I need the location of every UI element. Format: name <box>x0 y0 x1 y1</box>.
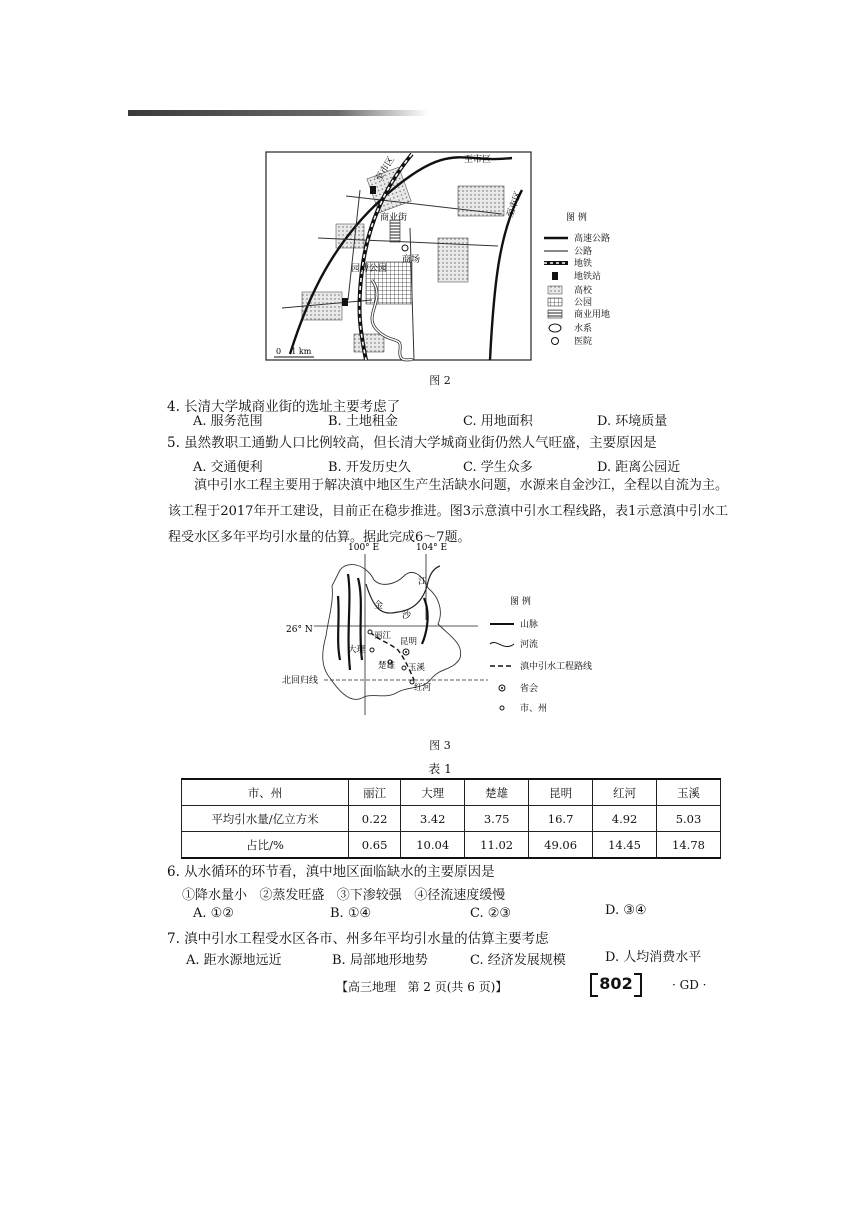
q6-option-d[interactable]: D. ③④ <box>605 903 647 918</box>
city-marker <box>370 648 374 652</box>
table-cell: 丽江 <box>349 779 401 806</box>
table-row <box>182 832 721 859</box>
label-park: 园博公园 <box>351 264 388 274</box>
q4-option-a[interactable]: A. 服务范围 <box>193 414 263 429</box>
city-chuxiong: 楚雄 <box>378 661 396 671</box>
table-cell: 11.02 <box>465 832 529 859</box>
question-6-stem: 6. 从水循环的环节看，滇中地区面临缺水的主要原因是 <box>167 864 495 880</box>
city-dali: 大理 <box>348 645 366 655</box>
question-7-stem: 7. 滇中引水工程受水区各市、州多年平均引水量的估算主要考虑 <box>167 931 549 947</box>
q7-option-a[interactable]: A. 距水源地远近 <box>186 953 282 968</box>
legend-items <box>574 232 610 347</box>
mountain-range <box>338 596 340 660</box>
label-lon-100: 100° E <box>348 543 380 553</box>
region-tag: · GD · <box>672 978 707 992</box>
question-5-stem: 5. 虽然教职工通勤人口比例较高，但长清大学城商业街仍然人气旺盛，主要原因是 <box>167 435 657 451</box>
university-block <box>354 334 384 352</box>
label-to-city-east: 至市区 <box>464 155 492 165</box>
svg-text:高校: 高校 <box>574 286 593 296</box>
table-cell: 10.04 <box>401 832 465 859</box>
q5-option-b[interactable]: B. 开发历史久 <box>328 460 411 475</box>
metro-station <box>370 186 376 194</box>
table-cell: 16.7 <box>529 806 593 832</box>
table-header-row <box>182 779 721 806</box>
q7-option-b[interactable]: B. 局部地形地势 <box>332 953 428 968</box>
svg-text:公路: 公路 <box>574 247 593 257</box>
q6-option-b[interactable]: B. ①④ <box>330 906 372 921</box>
label-scale: 0 1 km <box>276 347 312 356</box>
q7-option-d[interactable]: D. 人均消费水平 <box>605 950 702 965</box>
question-4-stem: 4. 长清大学城商业街的选址主要考虑了 <box>167 399 401 415</box>
scan-edge-bar <box>128 110 428 116</box>
svg-text:商业用地: 商业用地 <box>574 310 611 320</box>
svg-text:高速公路: 高速公路 <box>574 234 611 244</box>
paper-code-badge: 802 <box>594 973 638 995</box>
river-char-sha: 沙 <box>402 611 412 621</box>
table-cell: 楚雄 <box>465 779 529 806</box>
table-cell: 0.65 <box>349 832 401 859</box>
table-cell: 大理 <box>401 779 465 806</box>
hospital-icon <box>402 245 408 251</box>
label-lon-104: 104° E <box>416 543 448 553</box>
figure-3-caption: 图 3 <box>429 739 451 752</box>
page-footer: 【高三地理 第 2 页(共 6 页)】 <box>336 980 508 994</box>
commercial-land <box>390 220 400 242</box>
table-1-title: 表 1 <box>428 762 452 776</box>
figure-2-caption: 图 2 <box>429 374 451 387</box>
city-kunming: 昆明 <box>400 637 418 647</box>
q4-option-c[interactable]: C. 用地面积 <box>463 414 533 429</box>
q5-option-d[interactable]: D. 距离公园近 <box>597 460 681 475</box>
table-cell: 14.78 <box>657 832 721 859</box>
table-cell: 4.92 <box>593 806 657 832</box>
svg-text:市、州: 市、州 <box>520 704 548 714</box>
svg-text:地铁: 地铁 <box>574 259 593 269</box>
city-yuxi: 玉溪 <box>408 663 426 673</box>
table-cell: 3.42 <box>401 806 465 832</box>
table-cell: 49.06 <box>529 832 593 859</box>
q5-option-a[interactable]: A. 交通便利 <box>193 460 263 475</box>
river-char-jiang: 江 <box>418 577 428 587</box>
q6-option-a[interactable]: A. ①② <box>193 906 234 921</box>
fig3-legend-title: 图 例 <box>510 597 531 607</box>
table-cell: 5.03 <box>657 806 721 832</box>
label-to-city-north: 至市区 <box>374 155 397 184</box>
q4-option-b[interactable]: B. 土地租金 <box>328 414 398 429</box>
figure-2-map <box>262 150 652 365</box>
label-mall: 商场 <box>402 255 421 265</box>
mountain-range <box>348 574 350 670</box>
q4-option-d[interactable]: D. 环境质量 <box>597 414 668 429</box>
figure-3-map <box>278 540 648 730</box>
metro-station <box>342 298 348 306</box>
city-honghe: 红河 <box>414 683 432 693</box>
q6-option-c[interactable]: C. ②③ <box>470 906 512 921</box>
label-lat-26: 26° N <box>286 625 313 635</box>
q6-statements: ①降水量小 ②蒸发旺盛 ③下渗较强 ④径流速度缓慢 <box>182 888 506 903</box>
table-cell: 红河 <box>593 779 657 806</box>
table-cell: 0.22 <box>349 806 401 832</box>
table-cell: 14.45 <box>593 832 657 859</box>
table-cell: 市、州 <box>182 779 349 806</box>
svg-text:河流: 河流 <box>520 640 539 650</box>
svg-text:滇中引水工程路线: 滇中引水工程路线 <box>520 662 593 672</box>
table-cell: 昆明 <box>529 779 593 806</box>
city-marker <box>402 666 406 670</box>
city-marker <box>368 630 372 634</box>
svg-text:水系: 水系 <box>574 324 593 334</box>
city-lijiang: 丽江 <box>374 631 392 641</box>
table-row <box>182 806 721 832</box>
passage-text: 滇中引水工程主要用于解决滇中地区生产生活缺水问题，水源来自金沙江，全程以自流为主。该工程于2017年开工建设，目前正在稳步推进。图3示意滇中引水工程线路，表1示意滇中引水工程受水区多年平均引水量的估算。据此完成6～7题。 <box>168 478 728 545</box>
table-1 <box>181 778 721 859</box>
legend-title: 图 例 <box>566 213 587 223</box>
q5-option-c[interactable]: C. 学生众多 <box>463 460 533 475</box>
svg-text:医院: 医院 <box>574 337 593 347</box>
mountain-range <box>422 598 428 644</box>
label-to-city-southeast: 至市区 <box>505 190 525 220</box>
table-cell: 玉溪 <box>657 779 721 806</box>
table-cell: 3.75 <box>465 806 529 832</box>
svg-text:山脉: 山脉 <box>520 620 539 630</box>
svg-text:地铁站: 地铁站 <box>574 272 602 282</box>
svg-text:省会: 省会 <box>520 684 539 694</box>
svg-text:公园: 公园 <box>574 298 593 308</box>
label-tropic: 北回归线 <box>282 676 319 686</box>
province-outline <box>323 565 461 700</box>
label-commercial-street: 商业街 <box>380 213 408 223</box>
table-cell: 占比/% <box>182 832 349 859</box>
table-cell: 平均引水量/亿立方米 <box>182 806 349 832</box>
q7-option-c[interactable]: C. 经济发展规模 <box>470 953 566 968</box>
fig3-legend-items <box>520 618 592 714</box>
river-char-jin: 金 <box>374 601 384 611</box>
